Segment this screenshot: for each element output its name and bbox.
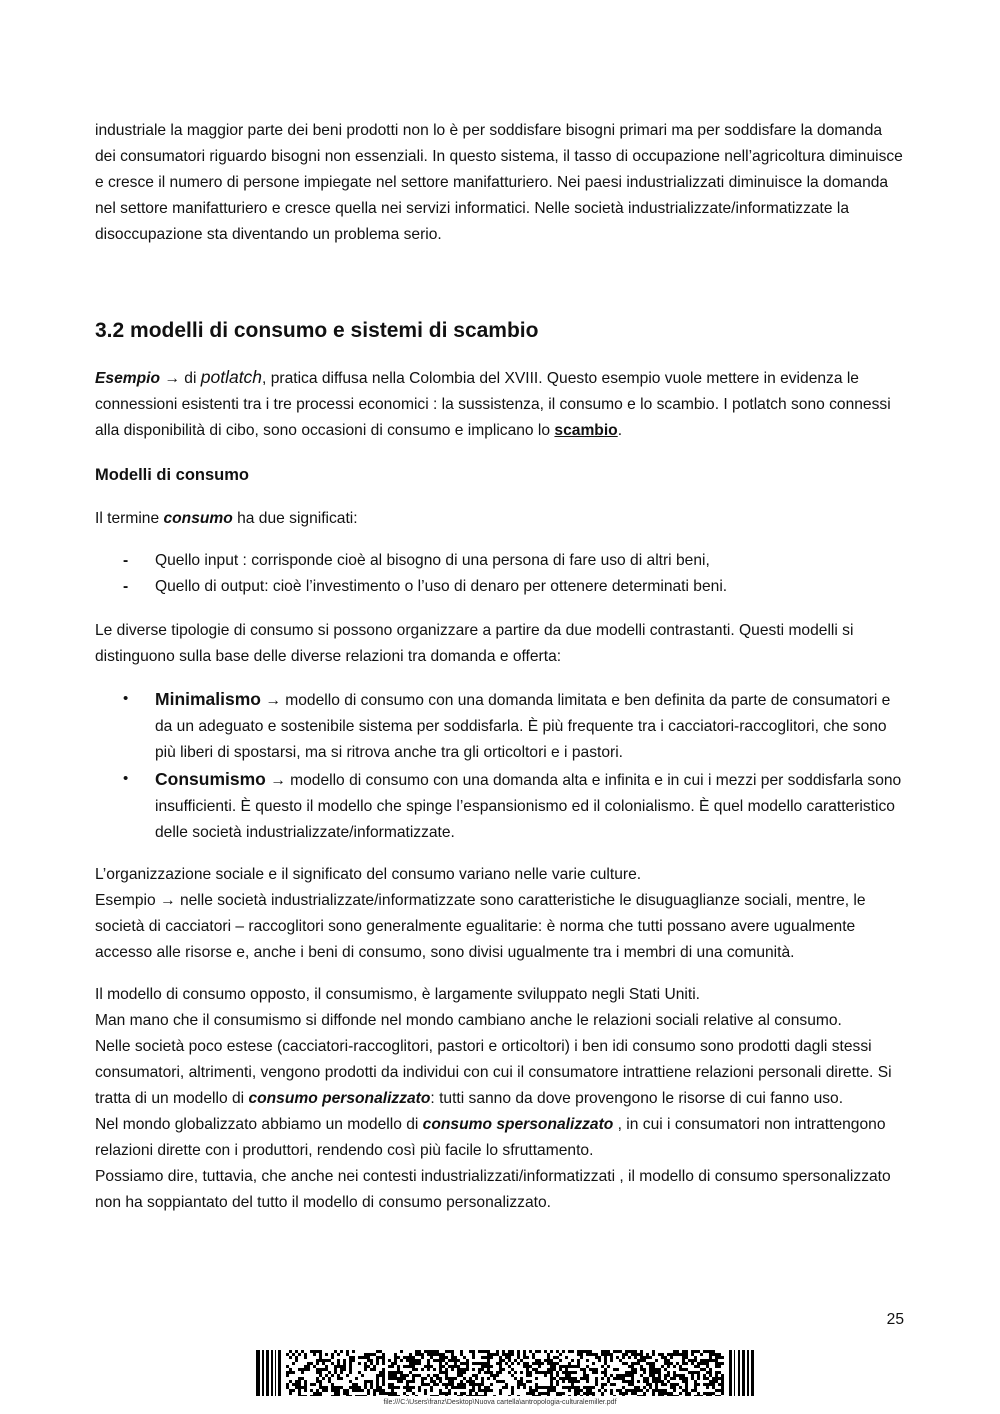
termine-after: ha due significati: <box>232 510 358 527</box>
opposto-line <box>95 1112 905 1164</box>
example-scambio: scambio <box>554 422 618 439</box>
list-item <box>95 766 905 846</box>
example-term: potlatch <box>200 367 263 387</box>
text-span: : tutti sanno da dove provengono le risorse di cui fanno uso. <box>430 1090 844 1107</box>
organizzazione-example <box>95 888 905 966</box>
list-item <box>95 686 905 766</box>
termine-paragraph <box>95 506 905 532</box>
tipologie-paragraph: Le diverse tipologie di consumo si possono organizzare a partire da due modelli contrastanti. Questi modelli si distinguono sulla base delle diverse relazioni tra domanda e offerta: <box>95 622 854 665</box>
bullet-marker: • <box>123 690 129 707</box>
example-paragraph <box>95 364 905 444</box>
barcode-image <box>256 1350 754 1396</box>
arrow-icon: → <box>164 370 180 387</box>
text-span: Nelle società poco estese (cacciatori-raccoglitori, pastori e orticoltori) i ben idi consumo sono prodotti dagli stessi consumatori, altrimenti, vengono prodotti da individui con cui il consumatore intrattiene relazioni personali dirette. Si tratta di un modello di <box>95 1038 892 1107</box>
term-spersonalizzato: consumo spersonalizzato <box>422 1116 614 1133</box>
intro-paragraph: industriale la maggior parte dei beni prodotti non lo è per soddisfare bisogni primari ma per soddisfare la domanda dei consumatori riguardo bisogni non essenziali. In questo sistema, il tasso di occupazione nell’agricoltura diminuisce e cresce il numero di persone impiegate nel settore manifatturiero. Nei paesi industrializzati diminuisce la domanda nel settore manifatturiero e cresce quella nei servizi informatici. Nelle società industrializzate/informatizzate la disoccupazione sta diventando un problema serio. <box>95 122 903 243</box>
text-span: Nel mondo globalizzato abbiamo un modello di <box>95 1116 423 1133</box>
example-di: di <box>179 370 201 387</box>
example-label: Esempio <box>95 892 161 909</box>
models-list <box>95 686 905 846</box>
example-text-end: . <box>617 422 623 439</box>
model-text: modello di consumo con una domanda limitata e ben definita da parte de consumatori e da un adeguato e sostenibile sistema per soddisfarla. È più frequente tra i cacciatori-raccoglitori, che sono più liberi di spostarsi, ma si ritrova anche tra gli orticoltori e i pastori. <box>155 692 891 761</box>
list-item <box>95 574 905 600</box>
list-item-text: Quello di output: cioè l’investimento o l’uso di denaro per ottenere determinati beni. <box>155 578 728 595</box>
opposto-block <box>95 982 905 1216</box>
meanings-list <box>95 548 905 600</box>
file-path: file:///C:\Users\franz\Desktop\Nuova cartella\antropologia-culturalemiller.pdf <box>383 1399 617 1406</box>
opposto-line: Possiamo dire, tuttavia, che anche nei contesti industrializzati/informatizzati , il modello di consumo spersonalizzato non ha soppiantato del tutto il modello di consumo personalizzato. <box>95 1168 891 1211</box>
section-title: 3.2 modelli di consumo e sistemi di scambio <box>95 319 539 342</box>
termine-before: Il termine <box>95 510 164 527</box>
text-span: , in cui i consumatori non intrattengono relazioni dirette con i produttori, rendendo così più facile lo sfruttamento. <box>95 1116 886 1159</box>
organizzazione-text: nelle società industrializzate/informatizzate sono caratteristiche le disuguaglianze sociali, mentre, le società di cacciatori – raccoglitori sono generalmente egualitarie: è norma che tutti possano avere ugualmente accesso alle risorse e, anche i beni di consumo, sono divisi ugualmente tra i membri di una comunità. <box>95 892 866 961</box>
dash-marker: - <box>123 552 129 569</box>
list-item <box>95 548 905 574</box>
opposto-line <box>95 1034 905 1112</box>
dash-marker: - <box>123 578 129 595</box>
organizzazione-block <box>95 862 905 966</box>
organizzazione-line: L’organizzazione sociale e il significato del consumo variano nelle varie culture. <box>95 866 642 883</box>
model-name: Consumismo <box>155 769 266 789</box>
arrow-icon: → <box>265 772 291 789</box>
termine-word: consumo <box>163 510 233 527</box>
arrow-icon: → <box>261 692 286 709</box>
term-personalizzato: consumo personalizzato <box>248 1090 431 1107</box>
page-number: 25 <box>886 1311 904 1328</box>
opposto-line: Man mano che il consumismo si diffonde nel mondo cambiano anche le relazioni sociali relative al consumo. <box>95 1012 842 1029</box>
example-label: Esempio <box>95 370 160 387</box>
example-text: , pratica diffusa nella Colombia del XVIII. Questo esempio vuole mettere in evidenza le connessioni esistenti tra i tre processi economici : la sussistenza, il consumo e lo scambio. I potlatch sono connessi alla disponibilità di cibo, sono occasioni di consumo e implicano lo <box>95 370 891 439</box>
model-text: modello di consumo con una domanda alta e infinita e in cui i mezzi per soddisfarla sono insufficienti. È questo il modello che spinge l’espansionismo ed il colonialismo. È quel modello caratteristico delle società industrializzate/informatizzate. <box>155 772 902 841</box>
opposto-line: Il modello di consumo opposto, il consumismo, è largamente sviluppato negli Stati Uniti. <box>95 986 700 1003</box>
bullet-marker: • <box>123 770 129 787</box>
arrow-icon: → <box>160 892 176 909</box>
model-name: Minimalismo <box>155 689 261 709</box>
subheading-modelli: Modelli di consumo <box>95 466 250 484</box>
list-item-text: Quello input : corrisponde cioè al bisogno di una persona di fare uso di altri beni, <box>155 552 710 569</box>
page-content <box>95 118 905 1216</box>
